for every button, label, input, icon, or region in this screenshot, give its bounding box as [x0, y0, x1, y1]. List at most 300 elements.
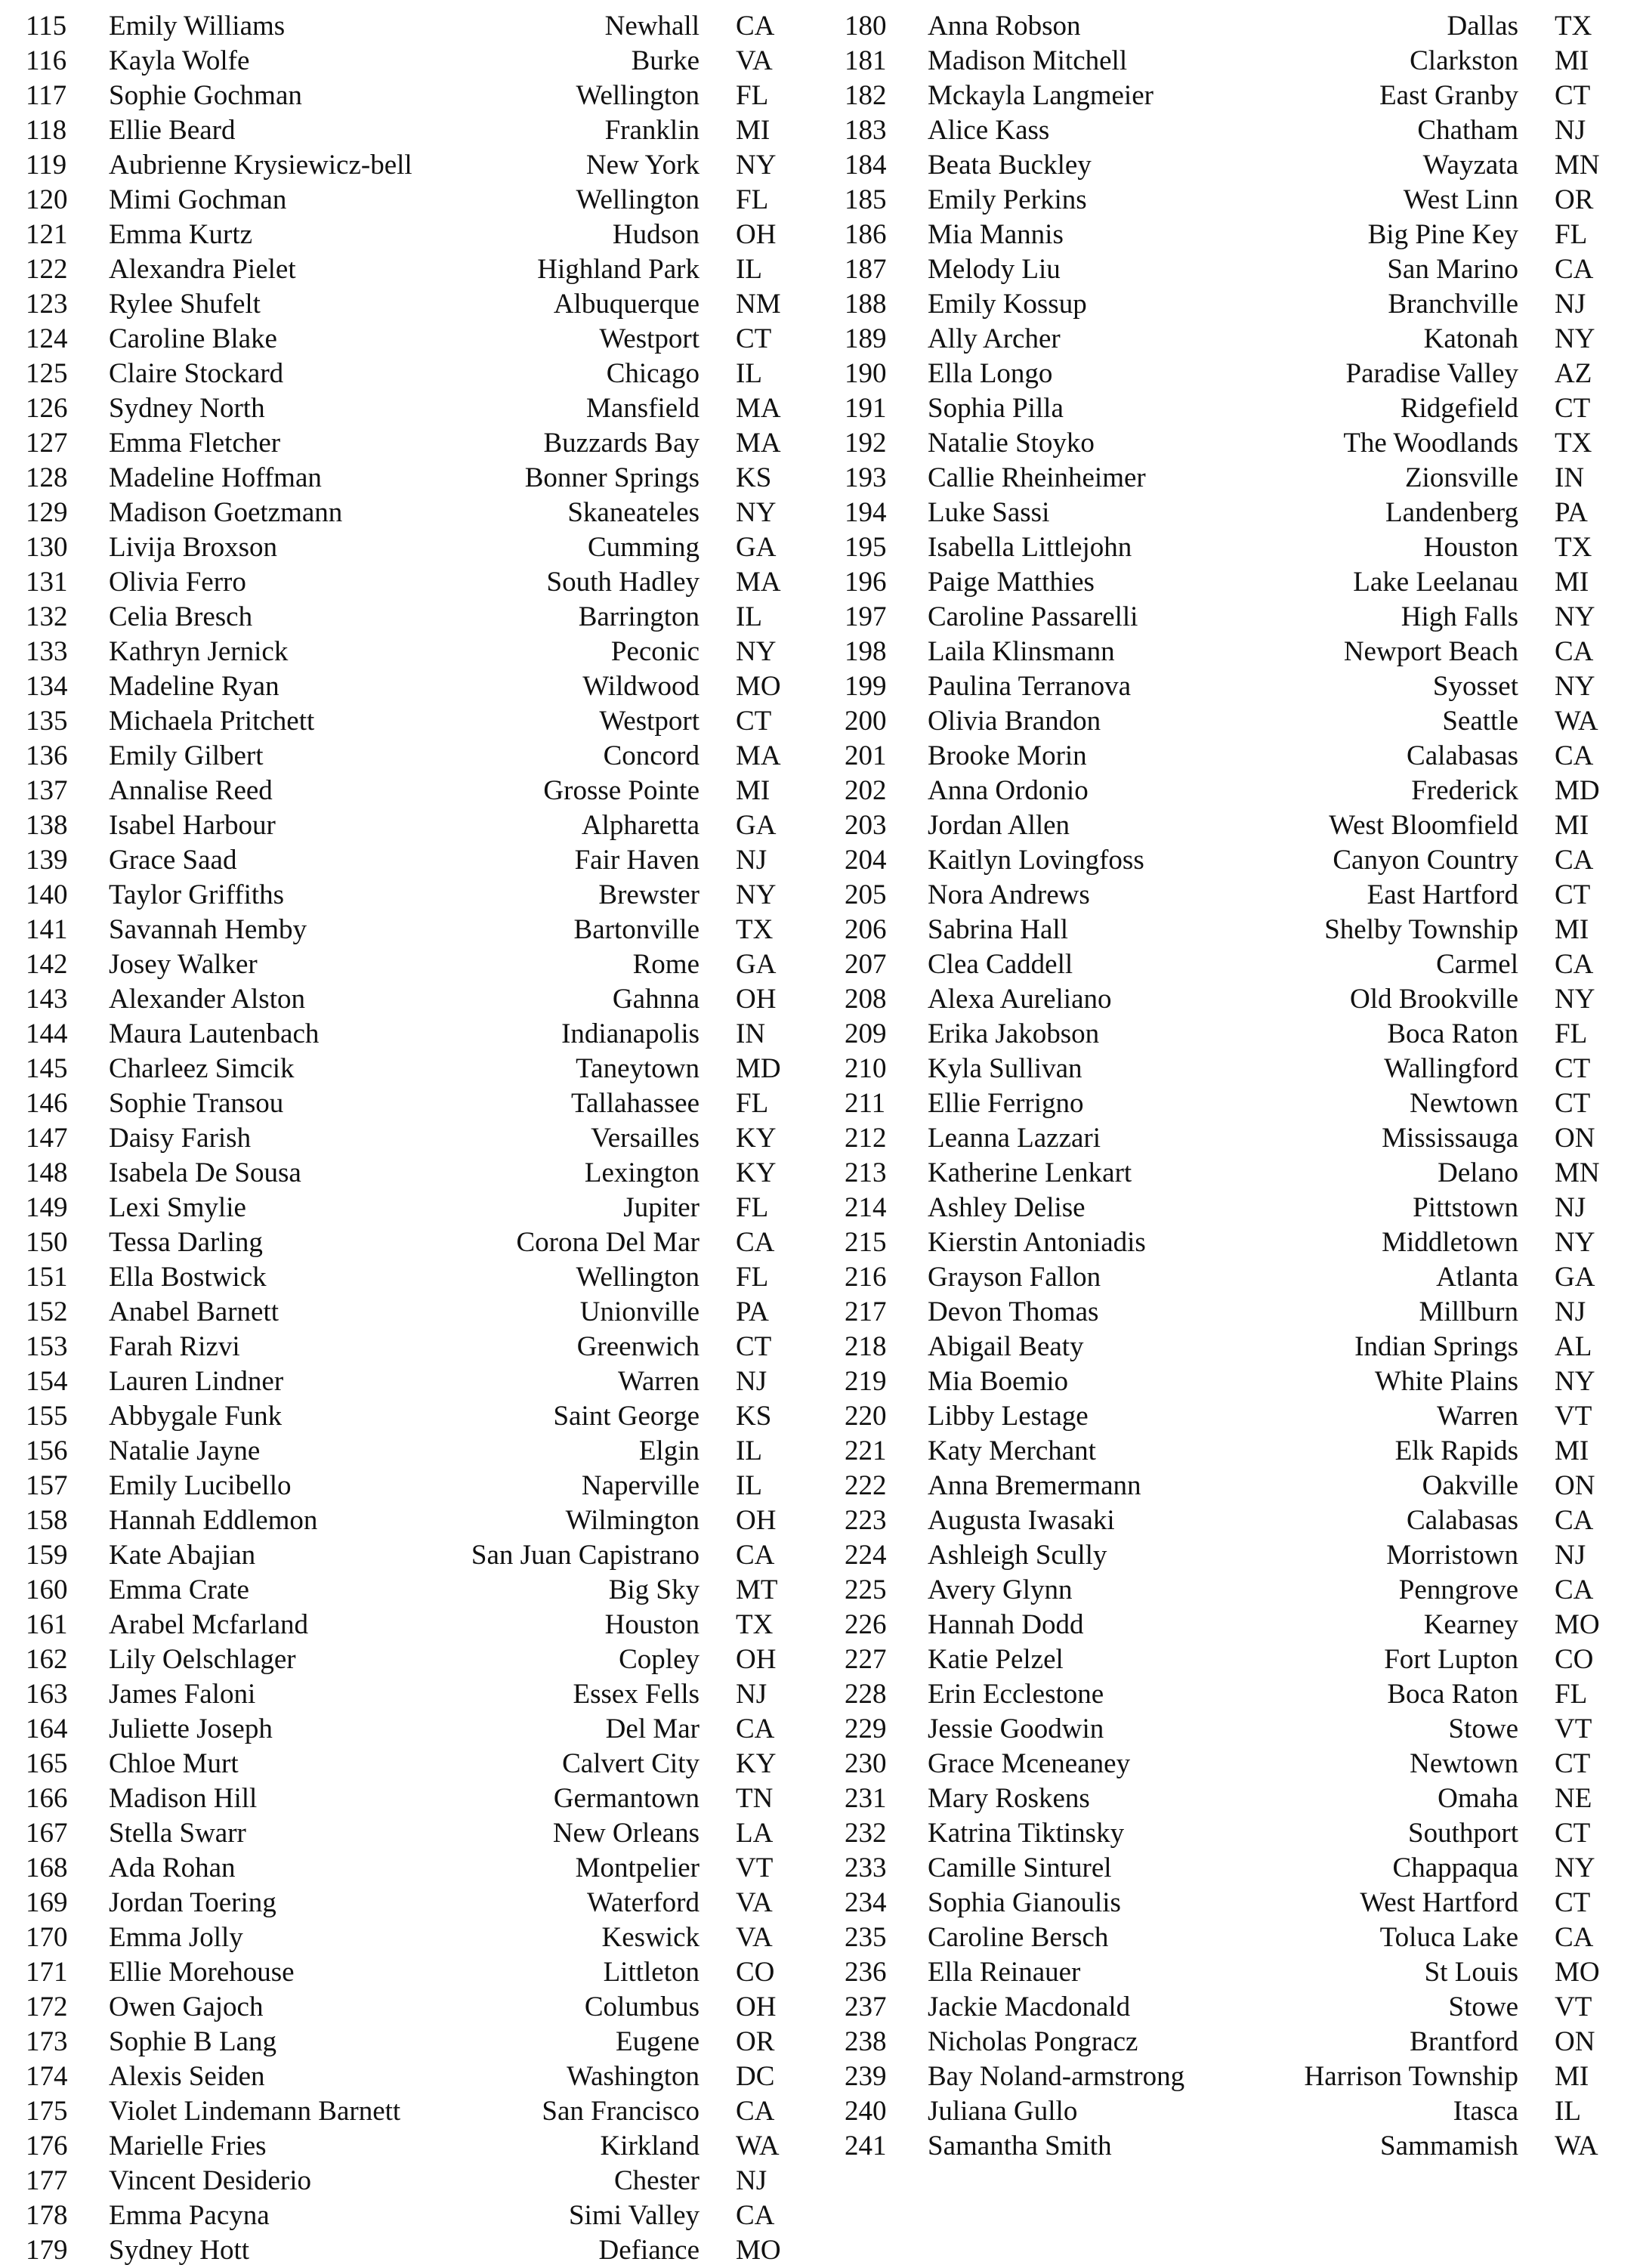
entry-name: Livija Broxson: [109, 532, 278, 563]
entry-state: NJ: [1555, 289, 1586, 320]
entry-name: Hannah Eddlemon: [109, 1505, 318, 1536]
entry-name: Alexa Aureliano: [928, 984, 1112, 1015]
roster-row: [26, 774, 789, 808]
entry-state: OR: [1555, 184, 1594, 215]
roster-row: [26, 183, 789, 218]
roster-row: [26, 1121, 789, 1156]
entry-city: Jupiter: [623, 1192, 700, 1223]
entry-city: Newtown: [1410, 1088, 1518, 1119]
entry-state: MO: [1555, 1957, 1600, 1988]
entry-name: Devon Thomas: [928, 1296, 1099, 1327]
roster-row: [845, 1538, 1607, 1573]
entry-number: 144: [26, 1018, 68, 1049]
entry-number: 210: [845, 1053, 887, 1084]
entry-name: Luke Sassi: [928, 497, 1050, 528]
entry-number: 137: [26, 775, 68, 806]
entry-number: 172: [26, 1991, 68, 2022]
entry-name: Emily Perkins: [928, 184, 1087, 215]
entry-city: Alpharetta: [581, 810, 700, 841]
roster-row: [26, 44, 789, 79]
entry-state: CA: [736, 11, 775, 42]
roster-row: [845, 1121, 1607, 1156]
entry-number: 179: [26, 2235, 68, 2266]
entry-number: 158: [26, 1505, 68, 1536]
roster-row: [26, 2164, 789, 2198]
entry-number: 125: [26, 358, 68, 389]
entry-state: CT: [736, 323, 772, 354]
entry-number: 186: [845, 219, 887, 250]
entry-number: 211: [845, 1088, 886, 1119]
entry-state: FL: [1555, 219, 1588, 250]
entry-city: Ridgefield: [1400, 393, 1518, 424]
roster-row: [26, 1503, 789, 1538]
roster-row: [845, 496, 1607, 530]
roster-row: [845, 44, 1607, 79]
entry-city: Harrison Township: [1304, 2061, 1518, 2092]
entry-state: MD: [736, 1053, 781, 1084]
roster-row: [26, 1469, 789, 1503]
entry-name: Madeline Hoffman: [109, 462, 322, 493]
entry-city: Canyon Country: [1333, 845, 1518, 876]
entry-state: IL: [736, 1470, 762, 1501]
roster-row: [26, 947, 789, 982]
entry-number: 151: [26, 1262, 68, 1293]
roster-row: [26, 113, 789, 148]
entry-state: NY: [1555, 1366, 1595, 1397]
roster-row: [845, 1364, 1607, 1399]
entry-number: 126: [26, 393, 68, 424]
entry-name: Kyla Sullivan: [928, 1053, 1082, 1084]
entry-number: 182: [845, 80, 887, 111]
entry-city: Newport Beach: [1343, 636, 1518, 667]
entry-name: Celia Bresch: [109, 601, 253, 632]
roster-row: [845, 1677, 1607, 1712]
entry-state: MN: [1555, 150, 1600, 181]
entry-state: CT: [1555, 1748, 1591, 1779]
roster-row: [845, 669, 1607, 704]
entry-city: South Hadley: [546, 567, 700, 598]
entry-name: Kayla Wolfe: [109, 45, 250, 76]
entry-state: GA: [736, 949, 777, 980]
entry-name: Sophie B Lang: [109, 2026, 276, 2057]
entry-state: TX: [736, 914, 774, 945]
entry-number: 181: [845, 45, 887, 76]
entry-state: NJ: [736, 2165, 767, 2196]
entry-state: CO: [1555, 1644, 1594, 1675]
entry-city: Barrington: [578, 601, 700, 632]
roster-row: [26, 2059, 789, 2094]
entry-name: Maura Lautenbach: [109, 1018, 320, 1049]
entry-number: 237: [845, 1991, 887, 2022]
entry-number: 199: [845, 671, 887, 702]
entry-number: 191: [845, 393, 887, 424]
roster-row: [26, 1364, 789, 1399]
roster-row: [845, 808, 1607, 843]
entry-city: Kirkland: [600, 2130, 700, 2161]
roster-row: [26, 600, 789, 635]
roster-row: [845, 2094, 1607, 2129]
roster-row: [845, 1503, 1607, 1538]
roster-row: [26, 1920, 789, 1955]
entry-name: Ella Reinauer: [928, 1957, 1081, 1988]
entry-name: Marielle Fries: [109, 2130, 267, 2161]
entry-state: PA: [1555, 497, 1588, 528]
entry-city: Del Mar: [605, 1713, 700, 1744]
entry-state: NM: [736, 289, 781, 320]
entry-name: Clea Caddell: [928, 949, 1073, 980]
roster-row: [26, 1052, 789, 1086]
entry-name: Stella Swarr: [109, 1818, 246, 1849]
entry-name: Caroline Blake: [109, 323, 277, 354]
entry-state: NY: [736, 879, 777, 910]
entry-city: Taneytown: [576, 1053, 700, 1084]
entry-state: CA: [736, 2096, 775, 2127]
entry-city: Zionsville: [1404, 462, 1518, 493]
entry-name: Sydney Hott: [109, 2235, 250, 2266]
entry-city: Morristown: [1386, 1540, 1518, 1571]
entry-number: 227: [845, 1644, 887, 1675]
entry-city: Washington: [567, 2061, 700, 2092]
roster-row: [26, 1538, 789, 1573]
entry-name: Madeline Ryan: [109, 671, 279, 702]
entry-number: 215: [845, 1227, 887, 1258]
entry-city: Littleton: [603, 1957, 700, 1988]
entry-name: Grace Mceneaney: [928, 1748, 1131, 1779]
roster-row: [845, 1851, 1607, 1886]
entry-number: 127: [26, 428, 68, 459]
roster-row: [845, 1434, 1607, 1469]
roster-row: [845, 426, 1607, 461]
entry-state: NY: [1555, 1227, 1595, 1258]
entry-number: 146: [26, 1088, 68, 1119]
entry-number: 222: [845, 1470, 887, 1501]
entry-name: Isabela De Sousa: [109, 1157, 301, 1188]
entry-name: Madison Hill: [109, 1783, 258, 1814]
roster-row: [845, 2025, 1607, 2059]
entry-name: Ada Rohan: [109, 1852, 236, 1883]
entry-state: DC: [736, 2061, 775, 2092]
entry-city: Waterford: [586, 1887, 700, 1918]
entry-number: 185: [845, 184, 887, 215]
entry-name: Hannah Dodd: [928, 1609, 1084, 1640]
entry-state: IN: [736, 1018, 766, 1049]
entry-name: Ellie Morehouse: [109, 1957, 295, 1988]
entry-number: 115: [26, 11, 67, 42]
entry-name: Emily Kossup: [928, 289, 1087, 320]
entry-state: NY: [1555, 601, 1595, 632]
entry-name: Farah Rizvi: [109, 1331, 240, 1362]
entry-name: Abigail Beaty: [928, 1331, 1084, 1362]
entry-state: CA: [736, 2200, 775, 2231]
entry-name: Claire Stockard: [109, 358, 284, 389]
entry-city: Houston: [1423, 532, 1518, 563]
entry-name: Arabel Mcfarland: [109, 1609, 309, 1640]
entry-name: Emma Pacyna: [109, 2200, 270, 2231]
entry-state: MO: [736, 671, 781, 702]
entry-state: TN: [736, 1783, 774, 1814]
roster-row: [26, 913, 789, 947]
entry-city: Sammamish: [1380, 2130, 1518, 2161]
roster-row: [26, 1330, 789, 1364]
entry-city: East Granby: [1379, 80, 1518, 111]
entry-state: MO: [736, 2235, 781, 2266]
entry-number: 119: [26, 150, 67, 181]
entry-name: Katy Merchant: [928, 1435, 1096, 1466]
entry-city: Pittstown: [1413, 1192, 1518, 1223]
entry-city: Lake Leelanau: [1353, 567, 1518, 598]
entry-number: 168: [26, 1852, 68, 1883]
entry-state: IL: [1555, 2096, 1581, 2127]
entry-number: 171: [26, 1957, 68, 1988]
entry-name: Mia Boemio: [928, 1366, 1069, 1397]
entry-state: KS: [736, 462, 772, 493]
entry-number: 194: [845, 497, 887, 528]
entry-state: WA: [1555, 2130, 1598, 2161]
entry-state: MN: [1555, 1157, 1600, 1188]
entry-number: 176: [26, 2130, 68, 2161]
entry-state: MI: [736, 115, 771, 146]
entry-number: 173: [26, 2026, 68, 2057]
entry-city: Shelby Township: [1324, 914, 1518, 945]
roster-row: [845, 1886, 1607, 1920]
entry-name: Nicholas Pongracz: [928, 2026, 1138, 2057]
entry-name: Melody Liu: [928, 254, 1061, 285]
entry-state: CA: [1555, 740, 1594, 771]
entry-name: Emma Crate: [109, 1574, 249, 1605]
entry-state: VT: [1555, 1401, 1592, 1432]
roster-row: [845, 947, 1607, 982]
roster-row: [845, 1225, 1607, 1260]
entry-name: Chloe Murt: [109, 1748, 239, 1779]
roster-row: [26, 982, 789, 1017]
roster-row: [845, 1990, 1607, 2025]
entry-city: Brewster: [598, 879, 700, 910]
entry-city: Skaneateles: [567, 497, 700, 528]
entry-number: 221: [845, 1435, 887, 1466]
roster-row: [26, 2094, 789, 2129]
entry-name: Alexandra Pielet: [109, 254, 296, 285]
entry-state: VT: [736, 1852, 774, 1883]
entry-state: IL: [736, 1435, 762, 1466]
entry-name: Grace Saad: [109, 845, 237, 876]
roster-row: [845, 9, 1607, 44]
entry-city: Atlanta: [1436, 1262, 1518, 1293]
roster-row: [845, 1712, 1607, 1747]
entry-state: IN: [1555, 462, 1585, 493]
roster-row: [26, 1955, 789, 1990]
entry-number: 161: [26, 1609, 68, 1640]
entry-city: The Woodlands: [1343, 428, 1518, 459]
roster-row: [845, 1816, 1607, 1851]
entry-city: Franklin: [604, 115, 700, 146]
entry-number: 203: [845, 810, 887, 841]
entry-number: 212: [845, 1123, 887, 1154]
roster-row: [845, 1260, 1607, 1295]
roster-row: [845, 322, 1607, 357]
entry-name: Vincent Desiderio: [109, 2165, 311, 2196]
entry-number: 238: [845, 2026, 887, 2057]
entry-city: Buzzards Bay: [543, 428, 700, 459]
entry-state: NJ: [736, 1366, 767, 1397]
entry-state: MI: [1555, 1435, 1589, 1466]
roster-row: [26, 530, 789, 565]
roster-row: [845, 565, 1607, 600]
entry-name: Sydney North: [109, 393, 265, 424]
entry-city: Wilmington: [565, 1505, 700, 1536]
entry-name: Nora Andrews: [928, 879, 1090, 910]
roster-row: [26, 79, 789, 113]
entry-name: Camille Sinturel: [928, 1852, 1112, 1883]
entry-state: OH: [736, 219, 777, 250]
entry-state: MI: [1555, 45, 1589, 76]
entry-state: CT: [1555, 393, 1591, 424]
entry-state: CA: [736, 1540, 775, 1571]
entry-city: Defiance: [598, 2235, 700, 2266]
entry-city: Carmel: [1436, 949, 1518, 980]
entry-name: Emma Kurtz: [109, 219, 253, 250]
roster-row: [26, 1886, 789, 1920]
roster-row: [845, 148, 1607, 183]
entry-city: Versailles: [591, 1123, 700, 1154]
roster-row: [845, 461, 1607, 496]
entry-state: CA: [1555, 636, 1594, 667]
entry-name: Anna Ordonio: [928, 775, 1089, 806]
entry-number: 195: [845, 532, 887, 563]
entry-name: Alexis Seiden: [109, 2061, 265, 2092]
entry-name: Jordan Toering: [109, 1887, 276, 1918]
entry-city: Calvert City: [562, 1748, 700, 1779]
entry-state: OR: [736, 2026, 775, 2057]
entry-city: Calabasas: [1407, 1505, 1518, 1536]
entry-city: Hudson: [612, 219, 700, 250]
entry-number: 149: [26, 1192, 68, 1223]
entry-name: Caroline Passarelli: [928, 601, 1138, 632]
roster-row: [845, 1330, 1607, 1364]
entry-state: OH: [736, 1505, 777, 1536]
entry-state: VA: [736, 45, 773, 76]
entry-name: Ellie Ferrigno: [928, 1088, 1084, 1119]
roster-row: [26, 287, 789, 322]
entry-number: 228: [845, 1679, 887, 1710]
entry-state: GA: [736, 532, 777, 563]
entry-name: Juliette Joseph: [109, 1713, 273, 1744]
entry-state: CA: [1555, 1574, 1594, 1605]
roster-row: [26, 218, 789, 252]
entry-state: KS: [736, 1401, 772, 1432]
entry-number: 225: [845, 1574, 887, 1605]
entry-name: Emma Fletcher: [109, 428, 281, 459]
entry-name: Avery Glynn: [928, 1574, 1073, 1605]
roster-row: [845, 1086, 1607, 1121]
roster-row: [26, 1191, 789, 1225]
entry-number: 236: [845, 1957, 887, 1988]
entry-number: 216: [845, 1262, 887, 1293]
entry-name: Madison Goetzmann: [109, 497, 343, 528]
roster-row: [845, 600, 1607, 635]
entry-city: West Hartford: [1360, 1887, 1518, 1918]
entry-city: Keswick: [601, 1922, 700, 1953]
entry-city: Westport: [599, 323, 700, 354]
entry-city: Elk Rapids: [1394, 1435, 1518, 1466]
entry-state: CA: [1555, 1922, 1594, 1953]
entry-name: Olivia Ferro: [109, 567, 246, 598]
entry-number: 206: [845, 914, 887, 945]
entry-number: 121: [26, 219, 68, 250]
roster-row: [26, 878, 789, 913]
entry-number: 133: [26, 636, 68, 667]
entry-name: James Faloni: [109, 1679, 256, 1710]
entry-state: NY: [736, 636, 777, 667]
roster-row: [845, 982, 1607, 1017]
entry-number: 129: [26, 497, 68, 528]
entry-state: ON: [1555, 1123, 1595, 1154]
entry-name: Madison Mitchell: [928, 45, 1128, 76]
entry-state: NY: [1555, 984, 1595, 1015]
roster-row: [26, 669, 789, 704]
entry-city: Essex Fells: [573, 1679, 700, 1710]
entry-state: ON: [1555, 2026, 1595, 2057]
entry-name: Charleez Simcik: [109, 1053, 295, 1084]
roster-row: [26, 1642, 789, 1677]
roster-row: [845, 1573, 1607, 1608]
entry-state: NY: [1555, 323, 1595, 354]
entry-name: Daisy Farish: [109, 1123, 252, 1154]
roster-row: [26, 1399, 789, 1434]
entry-state: CT: [1555, 80, 1591, 111]
entry-number: 140: [26, 879, 68, 910]
entry-name: Ashley Delise: [928, 1192, 1086, 1223]
entry-number: 232: [845, 1818, 887, 1849]
entry-number: 124: [26, 323, 68, 354]
entry-city: Cumming: [587, 532, 700, 563]
entry-state: MA: [736, 567, 781, 598]
entry-city: East Hartford: [1367, 879, 1518, 910]
entry-number: 148: [26, 1157, 68, 1188]
entry-city: Fair Haven: [574, 845, 700, 876]
entry-name: Emma Jolly: [109, 1922, 243, 1953]
entry-name: Rylee Shufelt: [109, 289, 261, 320]
entry-name: Anna Robson: [928, 11, 1081, 42]
entry-name: Jessie Goodwin: [928, 1713, 1104, 1744]
entry-city: Mississauga: [1382, 1123, 1518, 1154]
entry-city: Calabasas: [1407, 740, 1518, 771]
roster-row: [845, 357, 1607, 391]
entry-number: 153: [26, 1331, 68, 1362]
roster-row: [845, 1191, 1607, 1225]
entry-state: WA: [736, 2130, 780, 2161]
entry-name: Sophie Gochman: [109, 80, 302, 111]
roster-row: [26, 252, 789, 287]
entry-city: Chatham: [1417, 115, 1518, 146]
entry-name: Bay Noland-armstrong: [928, 2061, 1185, 2092]
entry-number: 123: [26, 289, 68, 320]
roster-row: [845, 843, 1607, 878]
entry-city: St Louis: [1424, 1957, 1518, 1988]
entry-name: Sophia Pilla: [928, 393, 1064, 424]
roster-row: [26, 1712, 789, 1747]
entry-state: CT: [1555, 1818, 1591, 1849]
entry-city: San Marino: [1387, 254, 1518, 285]
entry-city: Columbus: [584, 1991, 700, 2022]
roster-row: [26, 357, 789, 391]
roster-row: [26, 322, 789, 357]
entry-state: NY: [736, 497, 777, 528]
entry-number: 209: [845, 1018, 887, 1049]
entry-name: Olivia Brandon: [928, 706, 1101, 737]
entry-city: West Bloomfield: [1329, 810, 1518, 841]
entry-number: 162: [26, 1644, 68, 1675]
entry-city: Indianapolis: [561, 1018, 700, 1049]
